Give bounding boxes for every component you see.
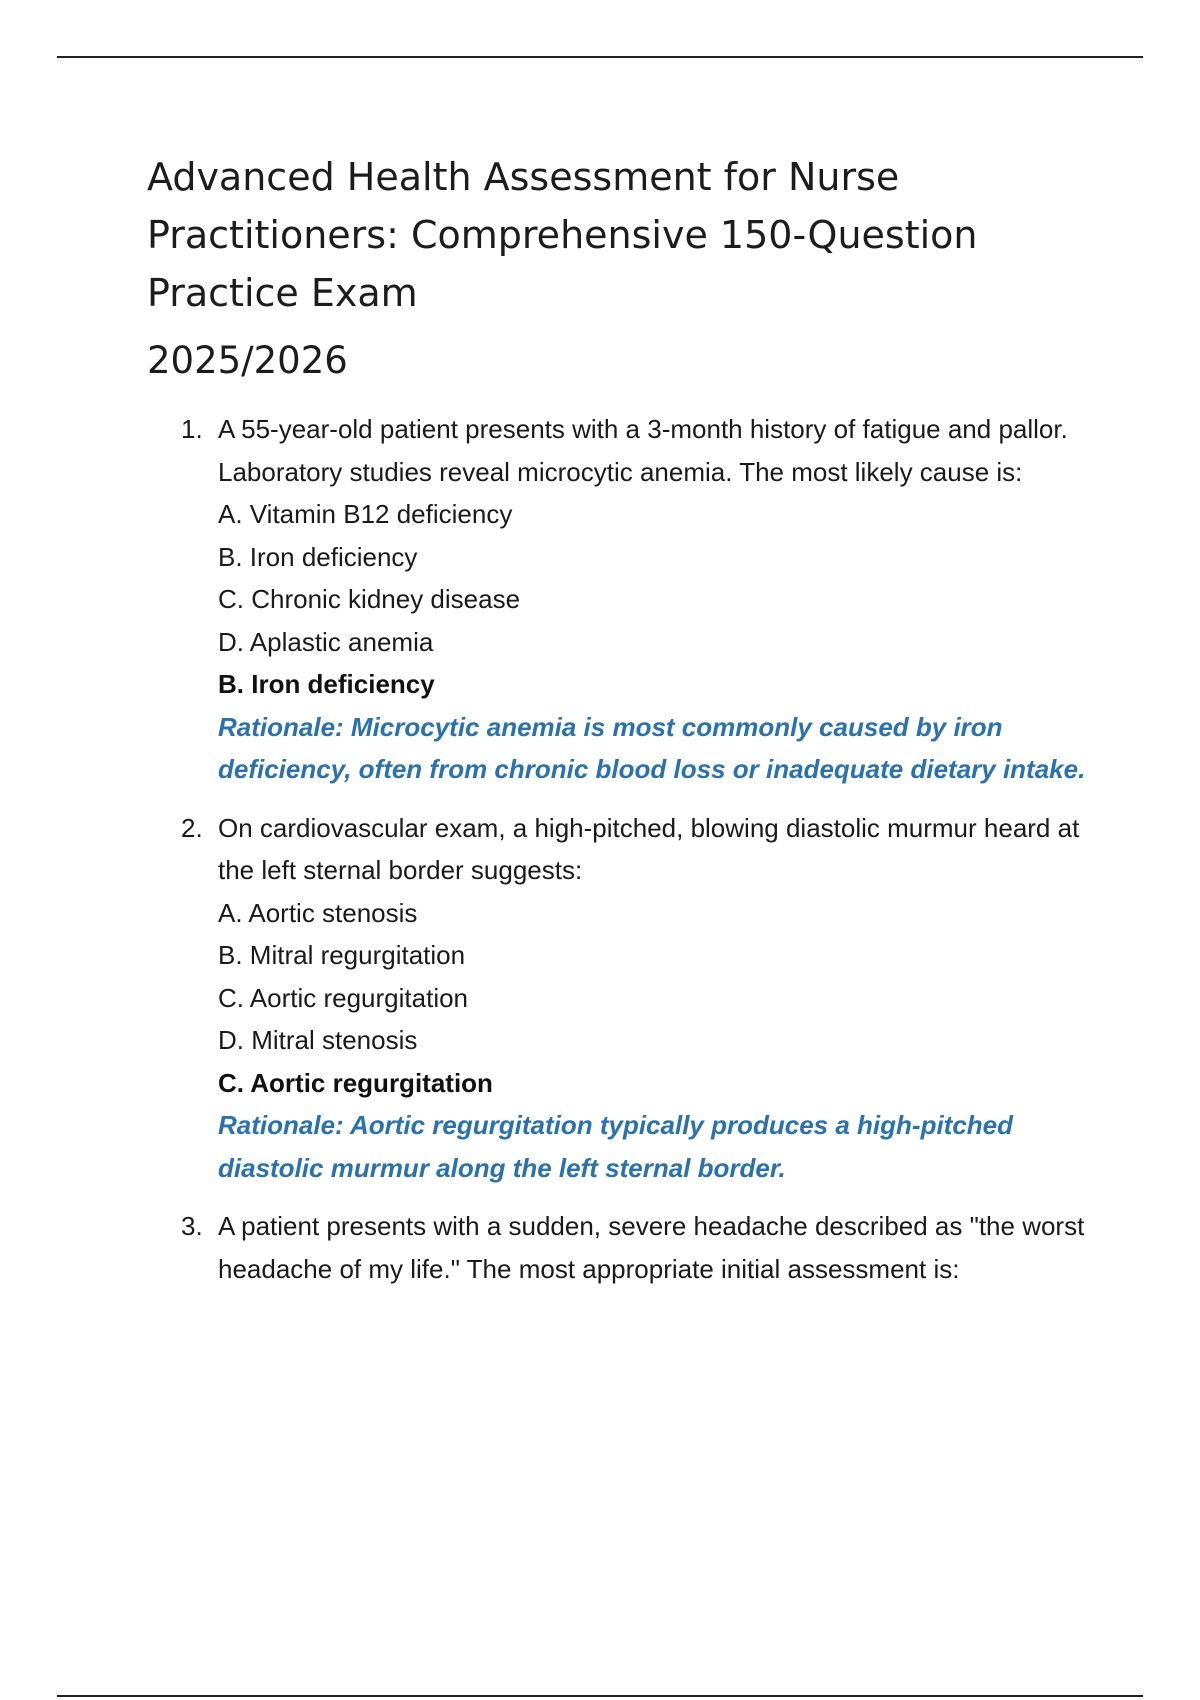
option-a: A. Vitamin B12 deficiency bbox=[218, 499, 513, 529]
question-text: A patient presents with a sudden, severe headache described as "the worst headache of my life." The most appropriate initial assessment is: bbox=[218, 1211, 1085, 1284]
question-number: 3. bbox=[181, 1211, 203, 1241]
rationale: Rationale: Aortic regurgitation typically produces a high-pitched diastolic murmur along the left sternal border. bbox=[218, 1110, 1014, 1183]
option-d: D. Mitral stenosis bbox=[218, 1025, 418, 1055]
question-list bbox=[0, 408, 1200, 1306]
option-b: B. Mitral regurgitation bbox=[218, 940, 466, 970]
option-d: D. Aplastic anemia bbox=[218, 626, 434, 657]
correct-answer: C. Aortic regurgitation bbox=[218, 1067, 493, 1098]
correct-answer: B. Iron deficiency bbox=[218, 669, 435, 699]
question-2 bbox=[0, 807, 1200, 1190]
question-number: 2. bbox=[181, 812, 203, 843]
footer-rule bbox=[57, 1695, 1143, 1697]
document-title: Advanced Health Assessment for Nurse Practitioners: Comprehensive 150-Question Practice Exam bbox=[147, 155, 978, 315]
question-3 bbox=[0, 1205, 1200, 1290]
option-c: C. Aortic regurgitation bbox=[218, 982, 469, 1013]
rationale: Rationale: Microcytic anemia is most commonly caused by iron deficiency, often from chronic blood loss or inadequate dietary intake. bbox=[218, 711, 1086, 784]
option-a: A. Aortic stenosis bbox=[218, 897, 418, 928]
question-text: A 55-year-old patient presents with a 3-month history of fatigue and pallor. Laboratory studies reveal microcytic anemia. The most likely cause is: bbox=[218, 414, 1068, 487]
question-number: 1. bbox=[181, 414, 203, 444]
question-text: On cardiovascular exam, a high-pitched, blowing diastolic murmur heard at the left sternal border suggests: bbox=[218, 812, 1080, 885]
header-rule bbox=[57, 56, 1143, 58]
option-c: C. Chronic kidney disease bbox=[218, 584, 521, 614]
question-1 bbox=[0, 408, 1200, 791]
option-b: B. Iron deficiency bbox=[218, 541, 418, 572]
document-year: 2025/2026 bbox=[147, 339, 348, 382]
